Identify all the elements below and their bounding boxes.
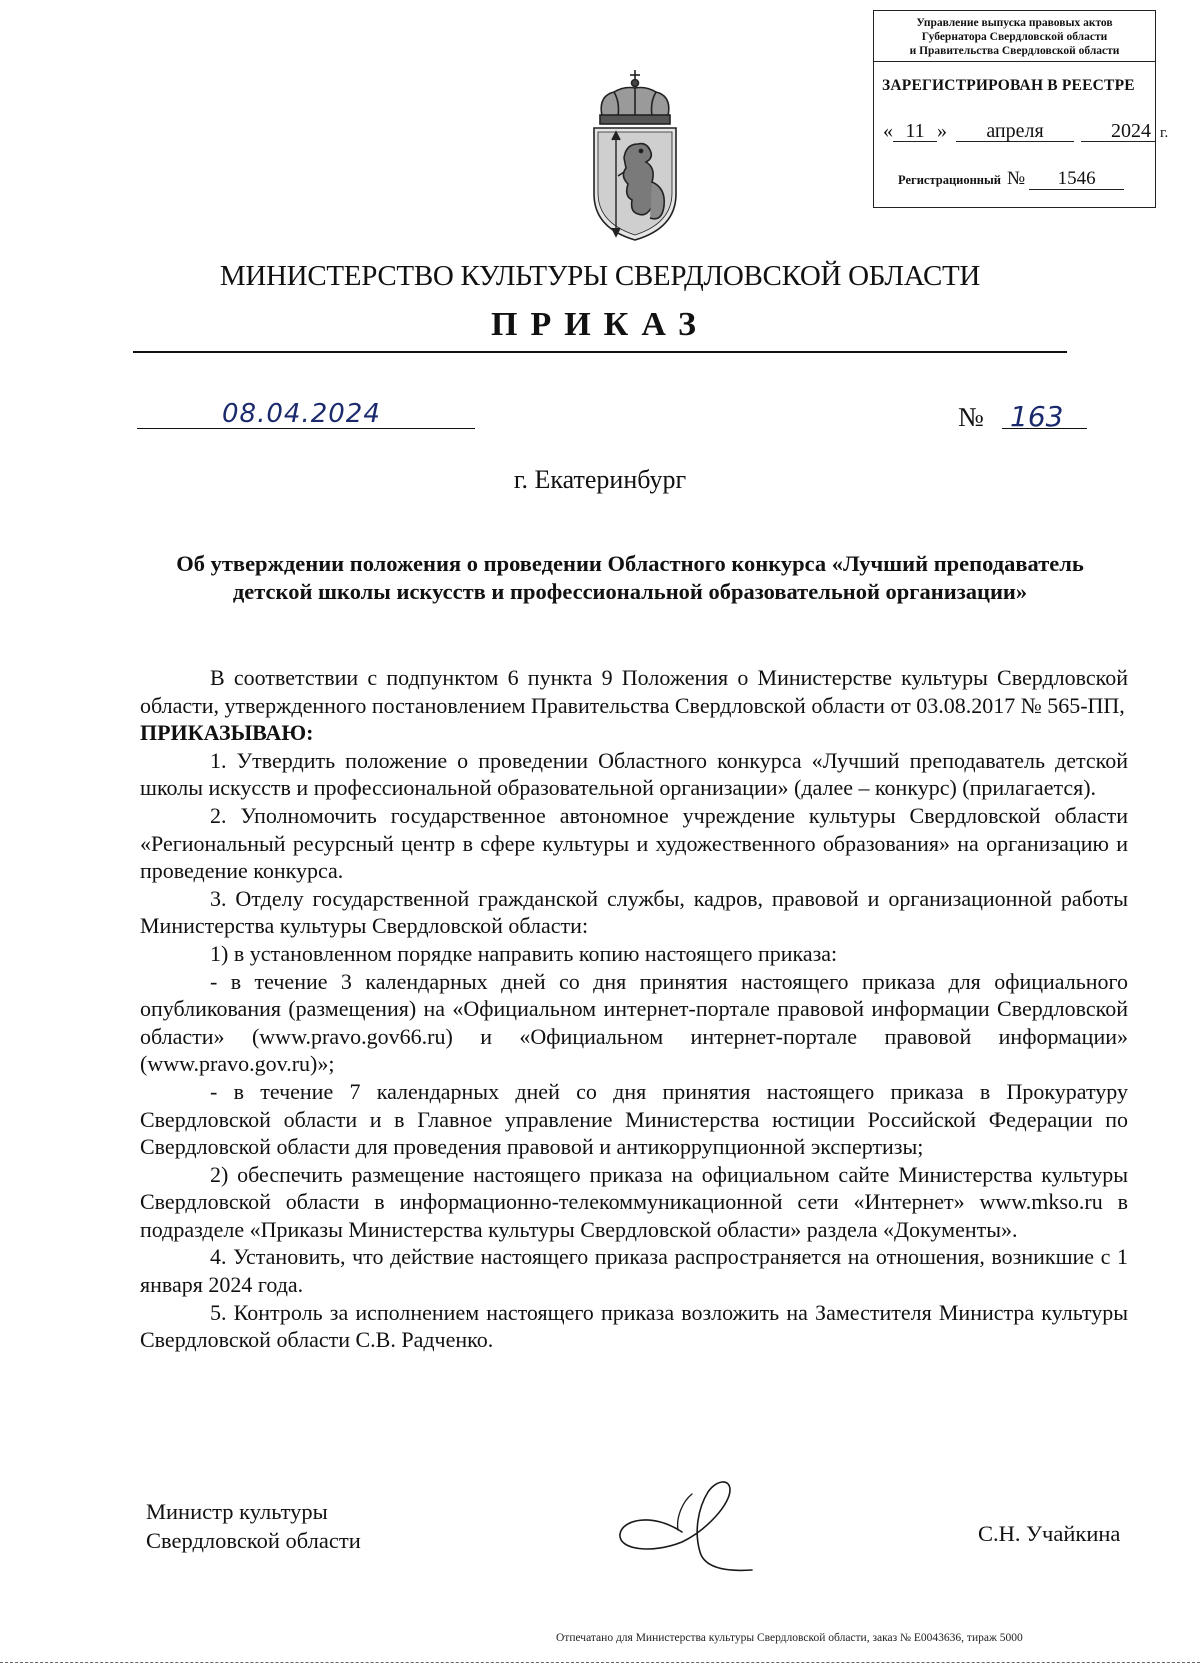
page-bottom-edge [0, 1662, 1200, 1663]
stamp-header-line: Губернатора Свердловской области [921, 31, 1108, 43]
order-number: 163 [1010, 400, 1064, 433]
ministry-title: МИНИСТЕРСТВО КУЛЬТУРЫ СВЕРДЛОВСКОЙ ОБЛАСТИ [219, 260, 981, 292]
stamp-open-quote: « [883, 120, 893, 142]
clause-3-1: 1) в установленном порядке направить копию настоящего приказа: [210, 940, 838, 966]
order-date: 08.04.2024 [222, 399, 381, 429]
clause-5: 5. Контроль за исполнением настоящего приказа возложить на Заместителя Министра культуры Свердловской области С.В. Радченко. [140, 1299, 1128, 1353]
clause-3-1-b: - в течение 7 календарных дней со дня принятия настоящего приказа в Прокуратуру Свердловской области и в Главное управление Министерства юстиции Российской Федерации по Свердловской области для проведения правовой и антикоррупционной экспертизы; [140, 1078, 1128, 1160]
stamp-registration [898, 168, 1124, 190]
document-type: ПРИКАЗ [491, 306, 709, 343]
stamp-reg-number: 1546 [1029, 169, 1124, 190]
signatory-position [146, 1497, 361, 1555]
number-sign: № [958, 402, 984, 432]
stamp-month: апреля [956, 121, 1074, 142]
stamp-year [1081, 121, 1155, 142]
stamp-reg-label: Регистрационный [898, 173, 1001, 187]
order-subject: Об утверждении положения о проведении Областного конкурса «Лучший преподаватель детской школы искусств и профессиональной образовательной организации» [176, 551, 1084, 604]
stamp-header-line: Управление выпуска правовых актов [916, 17, 1113, 29]
clause-2: 2. Уполномочить государственное автономное учреждение культуры Свердловской области «Региональный ресурсный центр в сфере культуры и художественного образования» на организацию и проведение конкурса. [140, 802, 1128, 884]
clause-1: 1. Утвердить положение о проведении Областного конкурса «Лучший преподаватель детской школы искусств и профессиональной образовательной организации» (далее – конкурс) (прилагается). [140, 747, 1128, 801]
preamble-paragraph: В соответствии с подпунктом 6 пункта 9 Положения о Министерстве культуры Свердловской области, утвержденного постановлением Правительства Свердловской области от 03.08.2017 № 565-ПП, [140, 665, 1128, 718]
stamp-header [874, 11, 1155, 62]
stamp-reg-sign: № [1006, 168, 1026, 189]
stamp-year-prefix: 20 [1111, 120, 1131, 142]
city: г. Екатеринбург [513, 465, 687, 494]
signatory-position-line: Министр культуры [146, 1499, 328, 1524]
order-body [140, 664, 1128, 1354]
print-footer: Отпечатано для Министерства культуры Свердловской области, заказ № Е0043636, тираж 5000 [556, 1632, 1023, 1644]
clause-4: 4. Установить, что действие настоящего приказа распространяется на отношения, возникшие с 1 января 2024 года. [140, 1244, 1128, 1298]
date-underline [137, 428, 475, 429]
signatory-name: С.Н. Учайкина [978, 1521, 1121, 1546]
registration-stamp [873, 10, 1169, 208]
stamp-close-quote: » [937, 120, 947, 142]
clause-3: 3. Отделу государственной гражданской службы, кадров, правовой и организационной работы Министерства культуры Свердловской области: [140, 885, 1128, 939]
stamp-year-mark: г. [1160, 125, 1169, 141]
stamp-date [883, 120, 1168, 143]
stamp-header-line: и Правительства Свердловской области [909, 45, 1120, 57]
number-underline [1002, 428, 1087, 429]
order-directive: ПРИКАЗЫВАЮ: [140, 720, 314, 746]
clause-3-2: 2) обеспечить размещение настоящего приказа на официальном сайте Министерства культуры Свердловской области в информационно-телекоммуникационной сети «Интернет» www.mkso.ru в подразделе «Приказы Министерства культуры Свердловской области» раздела «Документы». [140, 1161, 1128, 1242]
header-rule [133, 351, 1067, 353]
signatory-position-line: Свердловской области [146, 1528, 361, 1553]
coat-of-arms-icon [580, 68, 690, 244]
clause-3-1-a: - в течение 3 календарных дней со дня принятия настоящего приказа для официального опубликования (размещения) на «Официальном интернет-портале правовой информации Свердловской области» (www.pravo.gov66.ru) и «Официальном интернет-портале правовой информации» (www.pravo.gov.ru)»; [140, 968, 1128, 1077]
stamp-year-suffix: 24 [1131, 120, 1151, 142]
handwritten-signature [612, 1472, 762, 1580]
stamp-day: 11 [893, 121, 937, 142]
stamp-title: ЗАРЕГИСТРИРОВАН В РЕЕСТРЕ [882, 77, 1135, 94]
